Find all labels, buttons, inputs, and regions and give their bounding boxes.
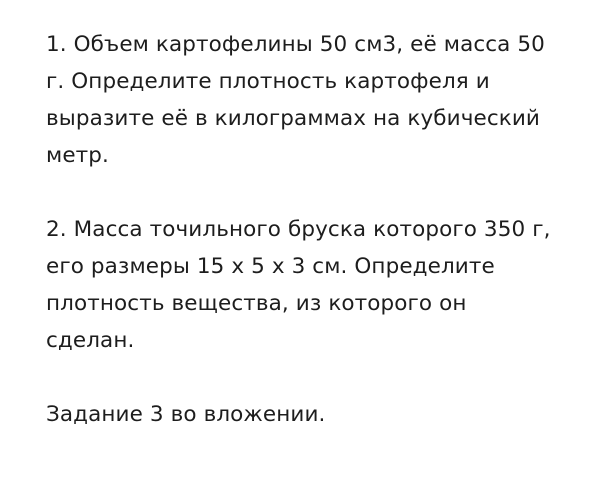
paragraph-task-1: 1. Объем картофелины 50 см3, её масса 50 г. Определите плотность картофеля и выразите её в килограммах на кубический метр. (46, 32, 552, 168)
paragraph-task-3: Задание 3 во вложении. (46, 402, 326, 427)
paragraph-spacer-1 (46, 174, 556, 211)
paragraph-spacer-2 (46, 359, 556, 396)
paragraph-task-2: 2. Масса точильного бруска которого 350 г, его размеры 15 x 5 x 3 см. Определите плотность вещества, из которого он сделан. (46, 217, 558, 353)
